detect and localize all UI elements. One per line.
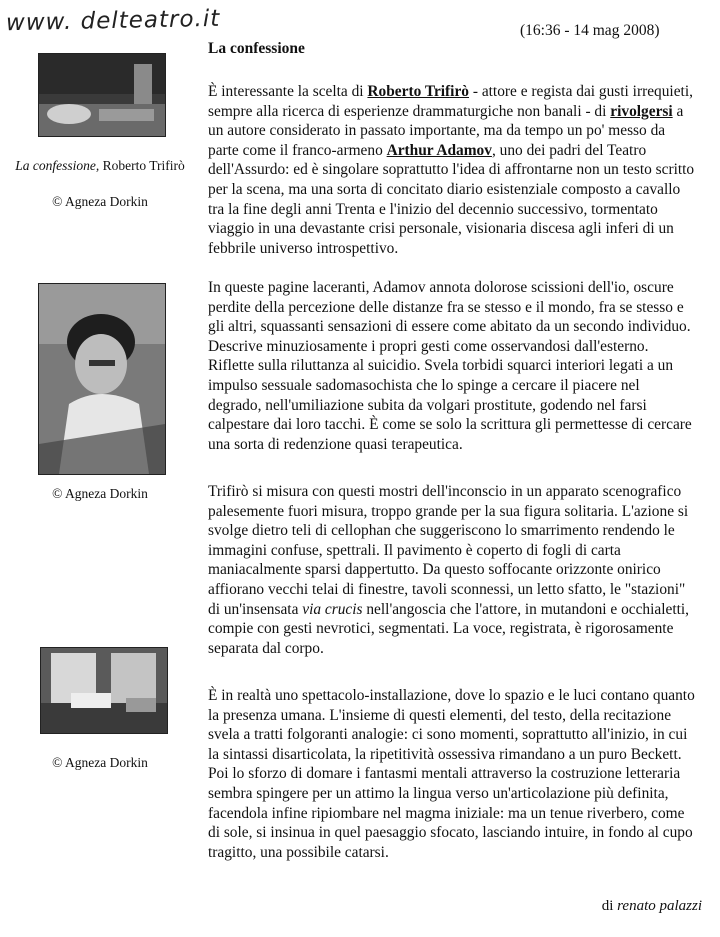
article-paragraph	[208, 82, 696, 258]
article-signature	[602, 898, 702, 915]
emphasis-text: via crucis	[302, 600, 363, 618]
article-paragraph	[208, 482, 696, 658]
photo-credit: © Agneza Dorkin	[52, 194, 148, 209]
article-link[interactable]: Roberto Trifirò	[367, 83, 469, 100]
paragraph-text: È in realtà uno spettacolo-installazione, dove lo spazio e le luci contano quanto la presenza umana. L'insieme di questi elementi, del testo, della recitazione svela a tratti folgoranti analogie: ci sono momenti, soprattutto all'inizio, in cui la sintassi disarticolata, la ripetitività ossessiva rimandano a un puro Beckett. Poi lo sforzo di domare i fantasmi mentali attraverso la costruzione letteraria sembra spingere per un attimo la lingua verso un'articolazione più definita, facendola infine ripiombare nel magma iniziale: ma un tenue riverbero, come di sole, si insinua in quel paesaggio sfocato, lasciando intuire, in fondo al cupo tragitto, una possibile catarsi.	[208, 687, 695, 861]
signature-prefix: di	[601, 898, 618, 914]
photo-stage-set	[40, 647, 168, 734]
site-logo: www. delteatro.it	[5, 5, 221, 37]
article-link[interactable]: Arthur Adamov	[386, 141, 492, 159]
paragraph-text: - attore e regista dai gusti irrequieti, sempre alla ricerca di esperienze drammaturgiche non banali - di	[208, 83, 693, 120]
paragraph-text: Trifirò si misura con questi mostri dell'inconscio in un apparato scenografico palesemente fuori misura, troppo grande per la sua figura solitaria. L'azione si svolge dietro teli di cellophan che suggeriscono lo smarrimento rendendo le immagini confuse, spettrali. Il pavimento è coperto di fogli di carta maniacalmente sparsi dappertutto. Da questo soffocante orizzonte onirico affiorano vecchi telai di finestre, tavoli sconnessi, un letto sfatto, le "stazioni" di un'insensata	[208, 483, 689, 618]
photo-credit: © Agneza Dorkin	[52, 486, 148, 501]
paragraph-text: È interessante la scelta di	[208, 83, 368, 100]
paragraph-text: , uno dei padri del Teatro dell'Assurdo: ed è singolare soprattutto l'idea di affrontarne non un testo scritto per la scena, ma una sorta di concitato diario esistenziale composto a cavallo tra la fine degli anni Trenta e l'inizio del decennio successivo, tormentato viaggio in una devastante crisi personale, visionaria discesa agli inferi di un febbrile universo introspettivo.	[208, 141, 695, 257]
caption-name: Roberto Trifirò	[99, 158, 185, 173]
timestamp: (16:36 - 14 mag 2008)	[520, 22, 660, 39]
article-paragraph	[208, 278, 696, 454]
paragraph-text: a un autore considerato in passato importante, ma da tempo un po' messo da parte come il franco-armeno	[208, 102, 684, 159]
article-link[interactable]: rivolgersi	[610, 102, 673, 120]
article-paragraph	[208, 686, 696, 862]
photo-caption	[0, 158, 200, 174]
photo-actor-portrait	[38, 283, 166, 475]
paragraph-text: nell'angoscia che l'attore, in mutandoni e occhialetti, compie con gesti nevrotici, segmentati. La voce, registrata, è rigorosamente separata dal corpo.	[208, 600, 690, 657]
author-name: renato palazzi	[617, 898, 702, 914]
photo-la-confessione	[38, 53, 166, 137]
article-title: La confessione	[208, 40, 305, 57]
photo-credit: © Agneza Dorkin	[52, 755, 148, 770]
caption-title: La confessione,	[15, 158, 100, 173]
paragraph-text: In queste pagine laceranti, Adamov annota dolorose scissioni dell'io, oscure perdite della percezione delle distanze fra se stesso e il mondo, fra se stesso e gli altri, squassanti sensazioni di essere come abitato da un secondo individuo. Descrive minuziosamente i propri gesti come osservandosi dall'esterno. Riflette sulla riluttanza al suicidio. Svela torbidi squarci interiori legati a un impulso sessuale sadomasochista che lo spinge a cercare il piacere nel degrado, nell'umiliazione subita da volgari prostitute, godendo nel farsi calpestare dai loro tacchi. È come se solo la scrittura gli permettesse di cercare una sorta di redenzione quasi terapeutica.	[208, 279, 692, 453]
